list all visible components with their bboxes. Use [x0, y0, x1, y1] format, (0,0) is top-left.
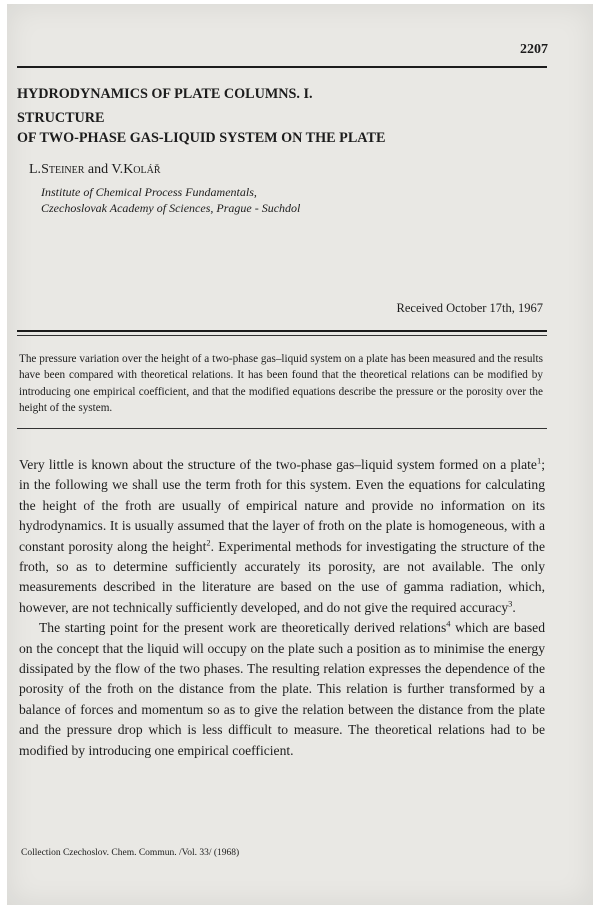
author-1-initial: L. — [29, 162, 42, 177]
author-line — [29, 162, 161, 178]
reference-3: 3 — [508, 598, 513, 609]
journal-footer: Collection Czechoslov. Chem. Commun. /Vol. 33/ (1968) — [21, 848, 240, 858]
abstract-top-rule-thin — [17, 335, 547, 336]
body-text-run: The starting point for the present work are theoretically derived relations — [39, 620, 447, 636]
body-text-run: which are based on the concept that the liquid will occupy on the plate such a position as to minimise the energy dissipated by the flow of the two phases. The resulting relation expresses the dependence of the porosity of the froth on the distance from the plate. This relation is further transformed by a balance of forces and momentum so as to give the relation between the distance from the plate and the pressure drop which is less difficult to measure. The theoretical relations had to be modified by introducing one empirical coefficient. — [19, 620, 545, 758]
body-text-run: ; in the following we shall use the term froth for this system. Even the equations for calculating the height of the froth are usually of empirical nature and provide no information on its hydrodynamics. It is usually assumed that the layer of froth on the plate is homogeneous, with a constant porosity along the height — [19, 457, 545, 554]
article-title — [17, 84, 547, 148]
body-text-run: Very little is known about the structure of the two-phase gas–liquid system formed on a plate — [19, 457, 537, 472]
reference-1: 1 — [536, 455, 542, 466]
abstract-top-rule — [17, 330, 547, 332]
affiliation-line-1: Institute of Chemical Process Fundamentals, — [41, 185, 257, 199]
page-number: 2207 — [520, 42, 548, 57]
reference-4: 4 — [446, 618, 451, 629]
abstract-bottom-rule — [17, 428, 547, 429]
author-1-name: Steiner — [41, 162, 85, 177]
journal-page — [7, 4, 593, 905]
header-rule — [17, 66, 547, 68]
title-line-1: HYDRODYNAMICS OF PLATE COLUMNS. I. — [17, 86, 313, 102]
body-text-run: . — [512, 599, 516, 615]
article-body — [19, 455, 545, 761]
affiliation — [41, 184, 300, 216]
author-2-initial: V. — [111, 162, 124, 177]
body-paragraph-1 — [19, 455, 545, 618]
author-2-name: Kolář — [123, 162, 161, 177]
body-paragraph-2 — [19, 618, 545, 761]
abstract: The pressure variation over the height of a two-phase gas–liquid system on a plate has been measured and the results have been compared with theoretical relations. It has been found that the theoretical relations can be modified by introducing one empirical coefficient, and that the modified equations describe the pressure or the porosity over the height of the system. — [19, 353, 543, 415]
received-date: Received October 17th, 1967 — [396, 301, 543, 315]
title-line-2: STRUCTURE — [17, 110, 105, 126]
title-line-3: OF TWO-PHASE GAS-LIQUID SYSTEM ON THE PLATE — [17, 130, 386, 146]
reference-2: 2 — [206, 537, 211, 548]
author-conjunction: and — [84, 162, 112, 177]
affiliation-line-2: Czechoslovak Academy of Sciences, Prague - Suchdol — [41, 201, 301, 215]
body-text-run: . Experimental methods for investigating the structure of the froth, so as to determine sufficiently accurately its porosity, are not available. The only measurements described in the literature are based on the use of gamma radiation, which, however, are not technically sufficiently developed, and do not give the required accuracy — [19, 538, 545, 615]
